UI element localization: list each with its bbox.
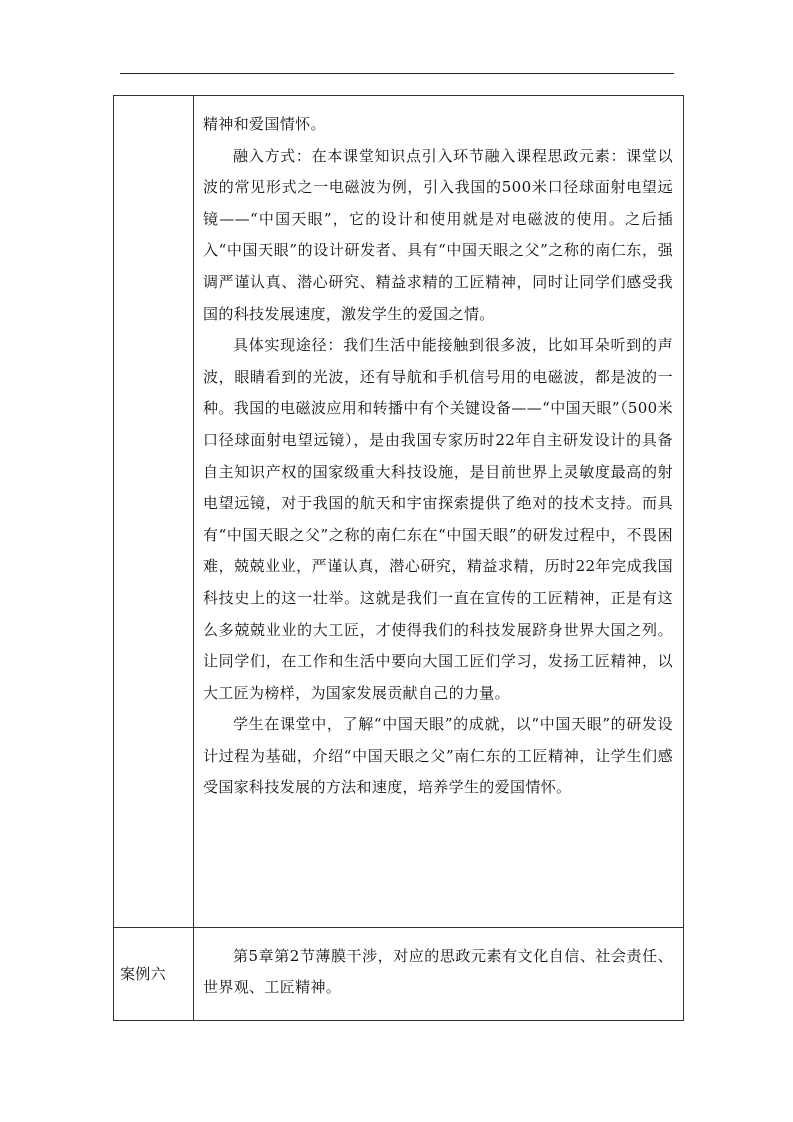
content-table <box>113 95 684 1021</box>
row-label <box>114 96 194 928</box>
row-content <box>194 928 684 1021</box>
row-content <box>194 96 684 928</box>
paragraph-integration-method: 融入方式：在本课堂知识点引入环节融入课程思政元素：课堂以波的常见形式之一电磁波为例，引入我国的500米口径球面射电望远镜——“中国天眼”，它的设计和使用就是对电磁波的使用。之后插入“中国天眼”的设计研发者、具有“中国天眼之父”之称的南仁东，强调严谨认真、潜心研究、精益求精的工匠精神，同时让同学们感受我国的科技发展速度，激发学生的爱国之情。 <box>203 146 673 323</box>
paragraph-continuation: 精神和爱国情怀。 <box>203 115 326 133</box>
row-label: 案例六 <box>114 928 194 1021</box>
paragraph-student-outcome: 学生在课堂中，了解“中国天眼”的成就，以“中国天眼”的研发设计过程为基础，介绍“中国天眼之父”南仁东的工匠精神，让学生们感受国家科技发展的方法和速度，培养学生的爱国情怀。 <box>203 715 673 797</box>
paragraph-implementation: 具体实现途径：我们生活中能接触到很多波，比如耳朵听到的声波，眼睛看到的光波，还有导航和手机信号用的电磁波，都是波的一种。我国的电磁波应用和转播中有个关键设备——“中国天眼”（500米口径球面射电望远镜），是由我国专家历时22年自主研发设计的具备自主知识产权的国家级重大科技设施，是目前世界上灵敏度最高的射电望远镜，对于我国的航天和宇宙探索提供了绝对的技术支持。而具有“中国天眼之父”之称的南仁东在“中国天眼”的研发过程中，不畏困难，兢兢业业，严谨认真，潜心研究，精益求精，历时22年完成我国科技史上的这一壮举。这就是我们一直在宣传的工匠精神，正是有这么多兢兢业业的大工匠，才使得我们的科技发展跻身世界大国之列。让同学们，在工作和生活中要向大国工匠们学习，发扬工匠精神，以大工匠为榜样，为国家发展贡献自己的力量。 <box>203 336 673 702</box>
table-row <box>114 928 684 1021</box>
header-rule <box>120 73 674 74</box>
table-row <box>114 96 684 928</box>
paragraph-case-six: 第5章第2节薄膜干涉，对应的思政元素有文化自信、社会责任、世界观、工匠精神。 <box>203 947 673 996</box>
